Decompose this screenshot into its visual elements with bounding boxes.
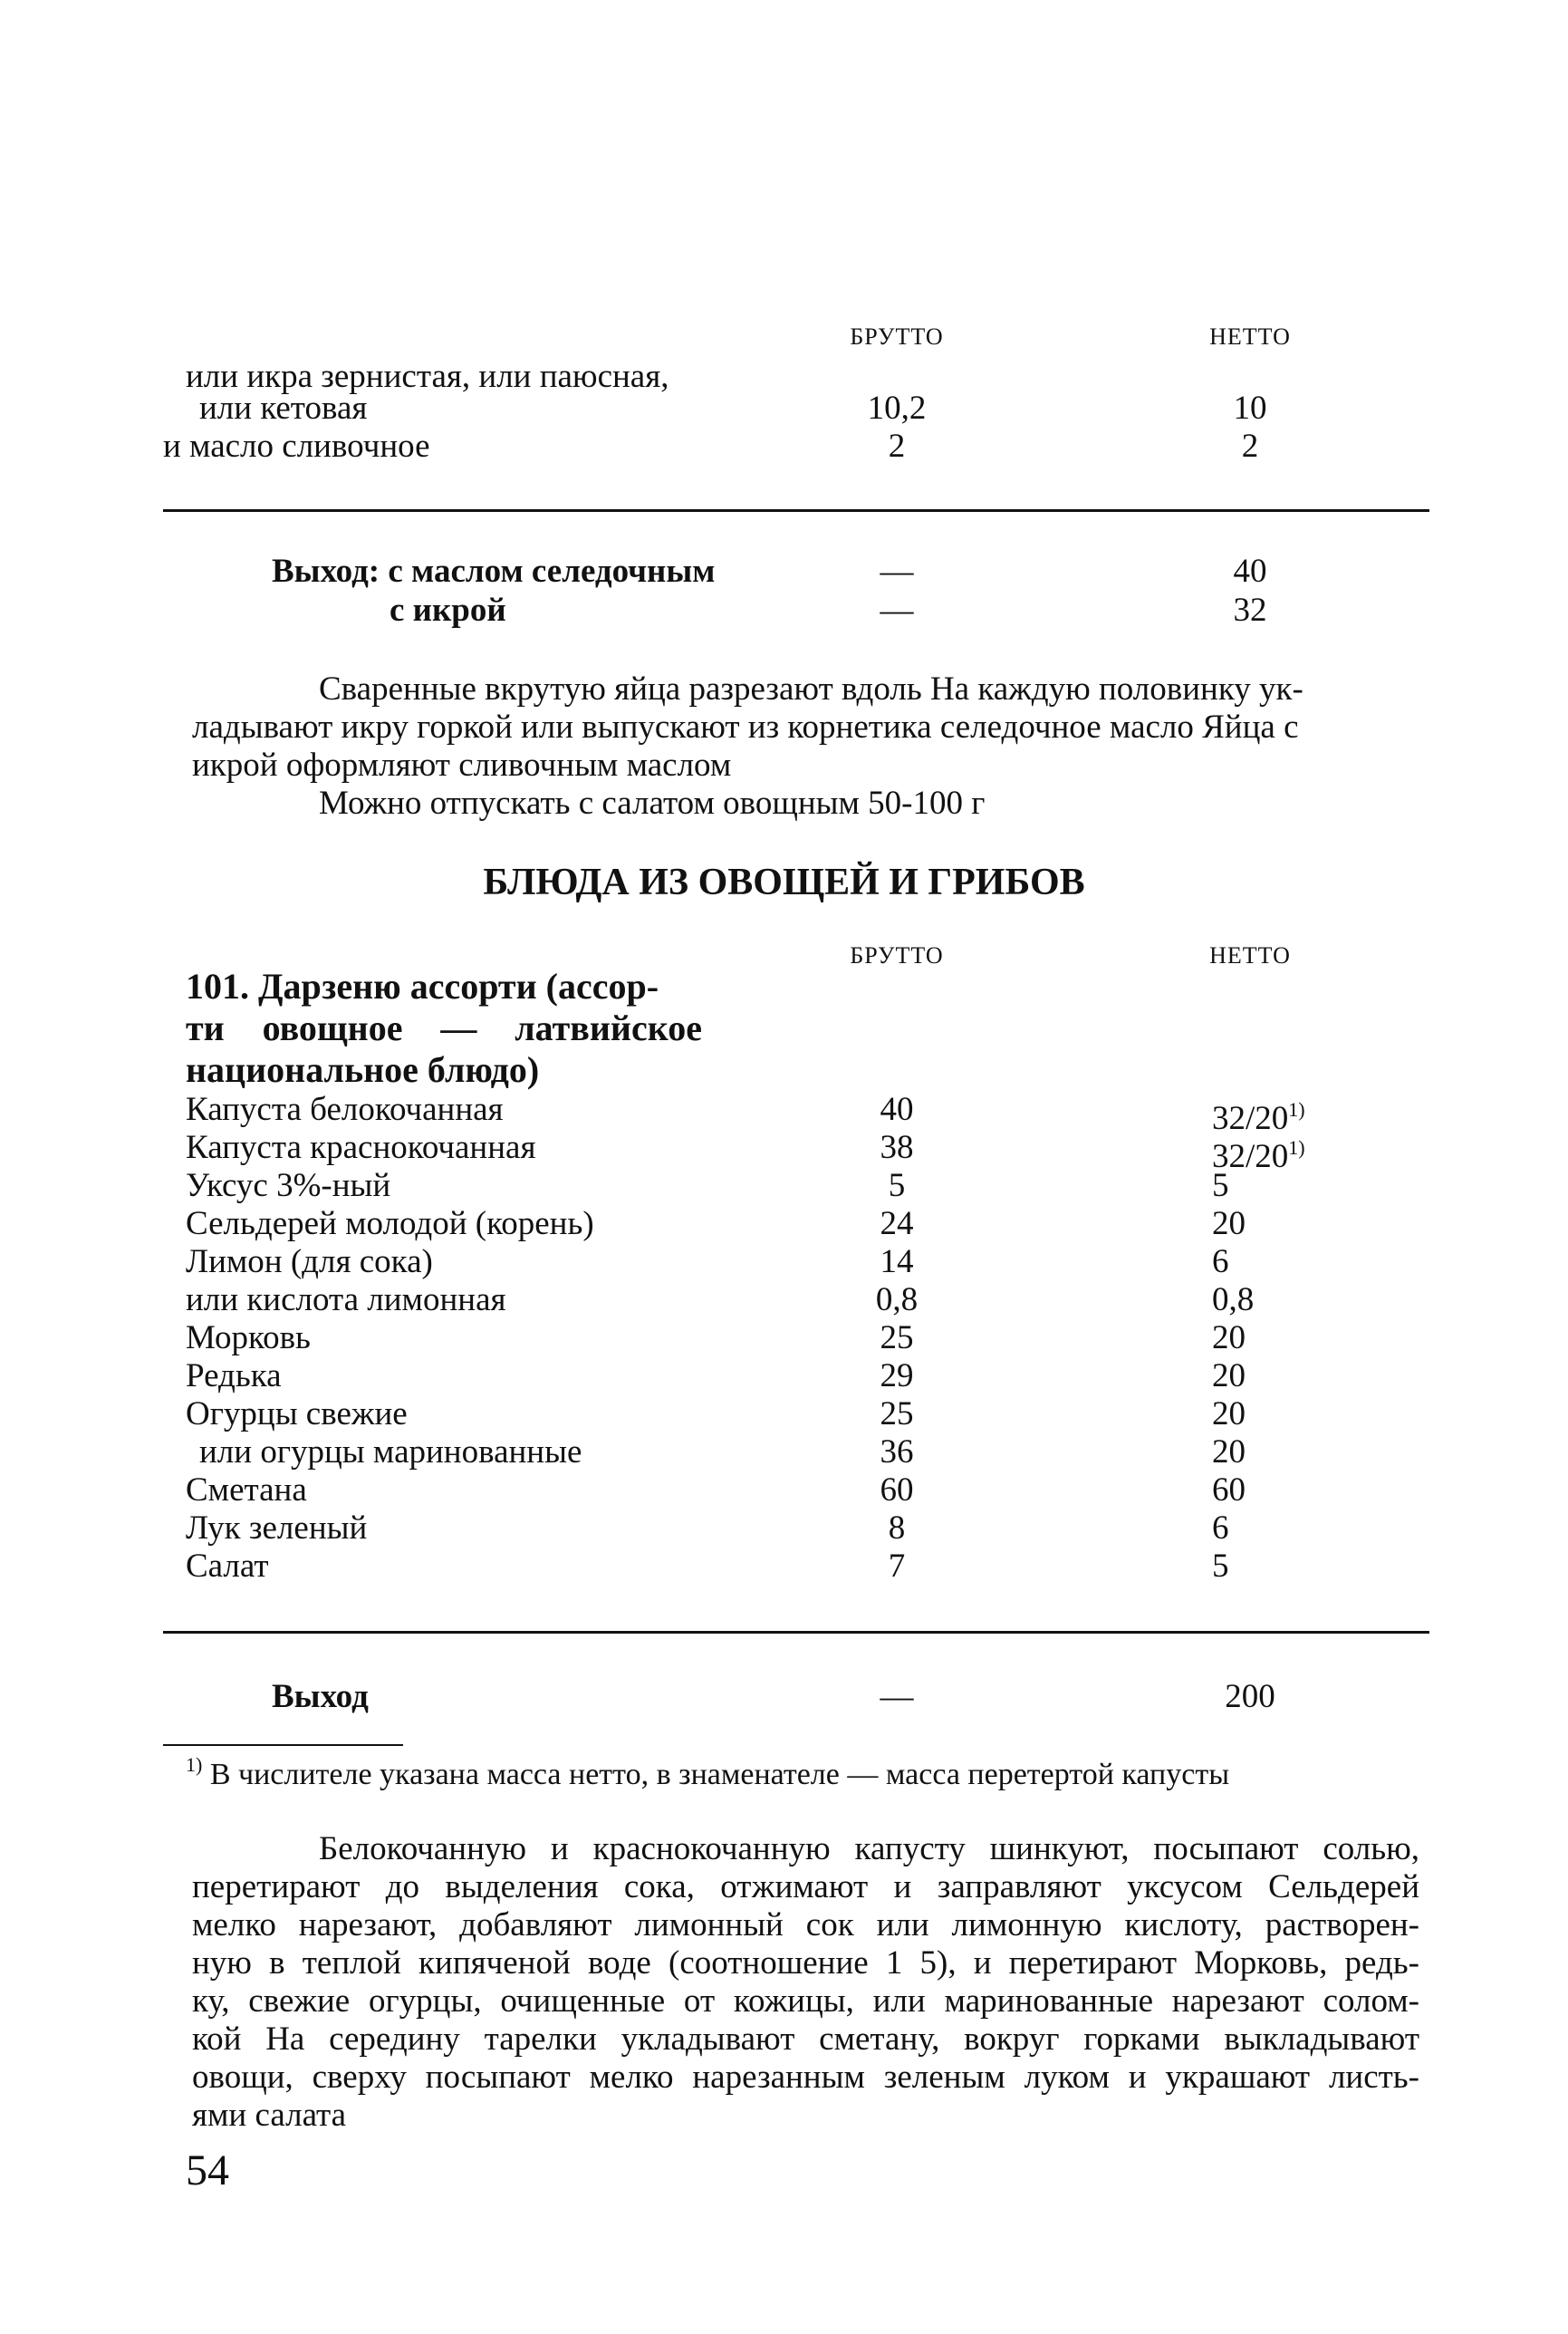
output-label: с икрой <box>390 592 506 629</box>
netto-value <box>1212 1357 1246 1395</box>
netto-value: 40 <box>1233 553 1267 590</box>
header-netto: НЕТТО <box>1209 942 1291 969</box>
footnote-rule <box>163 1744 403 1746</box>
brutto-value: 60 <box>880 1471 914 1509</box>
netto-value: 200 <box>1225 1678 1275 1715</box>
footnote <box>186 1753 1229 1792</box>
header-brutto: БРУТТО <box>850 942 944 969</box>
ingredient-name: Капуста белокочанная <box>186 1091 504 1128</box>
brutto-value: 29 <box>880 1357 914 1394</box>
netto-value <box>1212 1509 1229 1548</box>
brutto-value: 25 <box>880 1395 914 1432</box>
brutto-value: 7 <box>888 1548 906 1585</box>
brutto-value: 38 <box>880 1129 914 1166</box>
netto-number: 6 <box>1212 1243 1229 1280</box>
ingredient-name: или кетовая <box>199 390 368 427</box>
table-divider <box>163 509 1429 512</box>
netto-value <box>1212 1243 1229 1281</box>
netto-value <box>1212 1471 1246 1509</box>
netto-number: 20 <box>1212 1205 1246 1242</box>
table-divider <box>163 1631 1429 1634</box>
ingredient-name: Лук зеленый <box>186 1509 368 1547</box>
paragraph-line: перетирают до выделения сока, отжимают и заправляют уксусом Сельдерей <box>192 1868 1419 1905</box>
paragraph-line: кой На середину тарелки укладывают сметану, вокруг горками выкладывают <box>192 2021 1419 2058</box>
ingredient-name: Уксус 3%-ный <box>186 1167 391 1204</box>
paragraph-line: мелко нарезают, добавляют лимонный сок или лимонную кислоту, растворен- <box>192 1906 1419 1943</box>
paragraph-line: Белокочанную и краснокочанную капусту шинкуют, посыпают солью, <box>319 1830 1419 1867</box>
netto-number: 32/20 <box>1212 1138 1289 1175</box>
paragraph-line: ную в теплой кипяченой воде (соотношение 1 5), и перетирают Морковь, редь- <box>192 1944 1419 1982</box>
brutto-value: 40 <box>880 1091 914 1128</box>
ingredient-name: или огурцы маринованные <box>199 1433 582 1471</box>
ingredient-name: Салат <box>186 1548 269 1585</box>
paragraph-line: ку, свежие огурцы, очищенные от кожицы, или маринованные нарезают солом- <box>192 1982 1419 2020</box>
netto-value <box>1212 1395 1246 1433</box>
page-number: 54 <box>186 2146 229 2194</box>
brutto-value: — <box>880 592 914 629</box>
netto-value: 10 <box>1233 390 1267 427</box>
netto-number: 20 <box>1212 1433 1246 1471</box>
header-netto: НЕТТО <box>1209 323 1291 350</box>
ingredient-name: Редька <box>186 1357 282 1394</box>
brutto-value: 2 <box>888 428 906 465</box>
recipe-instructions <box>192 1830 1419 2135</box>
preparation-paragraph <box>192 670 1419 823</box>
brutto-value: 0,8 <box>875 1281 919 1318</box>
netto-value <box>1212 1205 1246 1243</box>
brutto-value: 5 <box>888 1167 906 1204</box>
paragraph-line: Сваренные вкрутую яйца разрезают вдоль На каждую половинку ук- <box>319 670 1303 708</box>
header-brutto: БРУТТО <box>850 323 944 350</box>
recipe-title-line: национальное блюдо) <box>186 1049 540 1090</box>
output-label: Выход <box>272 1678 369 1715</box>
ingredient-name: Сметана <box>186 1471 307 1509</box>
footnote-ref: 1) <box>1288 1098 1305 1121</box>
brutto-value: 36 <box>880 1433 914 1471</box>
netto-value <box>1212 1319 1246 1357</box>
recipe-title <box>186 966 702 1091</box>
netto-value <box>1212 1281 1254 1319</box>
netto-number: 20 <box>1212 1357 1246 1394</box>
netto-number: 6 <box>1212 1509 1229 1547</box>
output-label: Выход: с маслом селедочным <box>272 553 716 590</box>
paragraph-line: ями салата <box>192 2097 347 2134</box>
brutto-value: — <box>880 1678 914 1715</box>
paragraph-line: овощи, сверху посыпают мелко нарезанным зеленым луком и украшают листь- <box>192 2059 1419 2096</box>
brutto-value: — <box>880 553 914 590</box>
ingredient-name: и масло сливочное <box>163 428 430 465</box>
netto-value <box>1212 1548 1229 1586</box>
ingredient-name: Капуста краснокочанная <box>186 1129 536 1166</box>
paragraph-line: ладывают икру горкой или выпускают из корнетика селедочное масло Яйца с <box>192 709 1299 746</box>
netto-number: 5 <box>1212 1548 1229 1585</box>
brutto-value: 24 <box>880 1205 914 1242</box>
recipe-title-line: ти овощное — латвийское <box>186 1008 702 1048</box>
netto-value: 32 <box>1233 592 1267 629</box>
ingredient-name: или кислота лимонная <box>186 1281 506 1318</box>
ingredient-name: Морковь <box>186 1319 311 1356</box>
brutto-value: 14 <box>880 1243 914 1280</box>
brutto-value: 25 <box>880 1319 914 1356</box>
ingredient-name: Сельдерей молодой (корень) <box>186 1205 594 1242</box>
section-title: БЛЮДА ИЗ ОВОЩЕЙ И ГРИБОВ <box>483 862 1085 903</box>
ingredient-name: Огурцы свежие <box>186 1395 408 1432</box>
recipe-title-line: 101. Дарзеню ассорти (ассор- <box>186 966 659 1007</box>
footnote-mark: 1) <box>186 1753 203 1776</box>
netto-number: 5 <box>1212 1167 1229 1204</box>
netto-value <box>1212 1167 1229 1205</box>
serving-note: Можно отпускать с салатом овощным 50-100 г <box>319 785 986 822</box>
netto-value: 2 <box>1241 428 1259 465</box>
netto-number: 60 <box>1212 1471 1246 1509</box>
paragraph-line: икрой оформляют сливочным маслом <box>192 747 732 784</box>
brutto-value: 8 <box>888 1509 906 1547</box>
netto-number: 20 <box>1212 1395 1246 1432</box>
footnote-ref: 1) <box>1288 1136 1305 1159</box>
ingredient-name: или икра зернистая, или паюсная, <box>186 358 669 395</box>
netto-number: 32/20 <box>1212 1100 1289 1137</box>
netto-value <box>1212 1433 1246 1471</box>
ingredient-name: Лимон (для сока) <box>186 1243 433 1280</box>
netto-number: 20 <box>1212 1319 1246 1356</box>
brutto-value: 10,2 <box>867 390 927 427</box>
netto-number: 0,8 <box>1212 1281 1255 1318</box>
footnote-text: В числителе указана масса нетто, в знаменателе — масса перетертой капусты <box>209 1758 1230 1791</box>
